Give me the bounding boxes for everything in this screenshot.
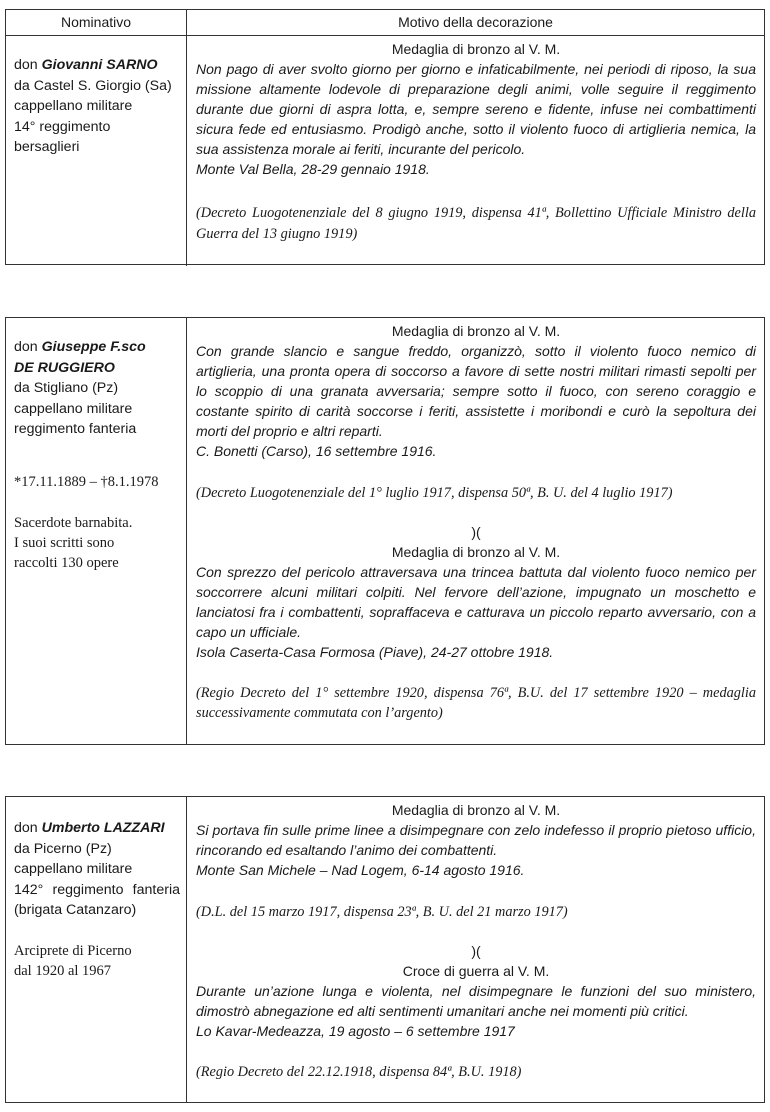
table-row (6, 318, 764, 744)
motivation-text: Durante un’azione lunga e violenta, nel disimpegnare le funzioni del suo ministero, dimostrò abnegazione ed alti sentimenti umanitari anche nei momenti più critici. (196, 982, 756, 1019)
person-name: don Giuseppe F.sco (14, 339, 146, 355)
motivation-text: Non pago di aver svolto giorno per giorno e infaticabilmente, nei periodi di riposo, la sua missione altamente lodevole di preparazione degli animi, volle seguire il reggimento durante due giorni di aspra lotta, e, sempre sereno e fidente, infuse nei combattimenti sicura fede ed entusiasmo. Prodigò anche, sotto il violento fuoco di artiglieria nemica, la sua assistenza morale ai feriti, incurante del pericolo. (196, 61, 756, 157)
unit-line-2: bersaglieri (14, 139, 80, 155)
unit-line: 142° reggimento fanteria (brigata Catanzaro) (14, 881, 180, 918)
origin-line: da Castel S. Giorgio (Sa) (14, 77, 172, 94)
note-line: Sacerdote barnabita. (14, 514, 133, 531)
header-motivo: Motivo della decorazione (398, 14, 553, 30)
note-line: Arciprete di Picerno (14, 942, 132, 959)
medal-title: Medaglia di bronzo al V. M. (391, 802, 561, 818)
role-line: cappellano militare (14, 98, 133, 114)
decree-reference: (Decreto Luogotenenziale del 1° luglio 1917, dispensa 50ª, B. U. del 4 luglio 1917) (196, 485, 673, 501)
motivation-cell (187, 797, 764, 1102)
role-line: cappellano militare (14, 400, 133, 417)
motivation-cell (187, 36, 764, 266)
motivation-text: Con grande slancio e sangue freddo, organizzò, sotto il violento fuoco nemico di artiglieria, una pronta opera di soccorso a favore di sette nostri militari rimasti sepolti per lo scoppio di una granata avversaria; sempre sotto il fuoco, con sereno coraggio e costante spirito di carità soccorse i feriti, assistette i moribondi e curò la sepoltura dei morti del proprio e altri reparti. (196, 343, 756, 439)
person-name: don Umberto LAZZARI (14, 820, 165, 836)
decoration-table-1 (5, 9, 765, 265)
person-name-bold: Giovanni SARNO (41, 57, 158, 73)
header-nominativo: Nominativo (6, 10, 187, 35)
place-date: Lo Kavar-Medeazza, 19 agosto – 6 settembre 1917 (196, 1022, 515, 1039)
person-surname: DE RUGGIERO (14, 359, 115, 376)
place-date: C. Bonetti (Carso), 16 settembre 1916. (196, 443, 437, 459)
origin-line: da Picerno (Pz) (14, 840, 112, 857)
unit-line: reggimento fanteria (14, 421, 137, 437)
role-line: cappellano militare (14, 861, 133, 877)
award-separator: )( (471, 523, 481, 540)
name-cell (6, 797, 187, 1102)
decoration-table-2 (5, 317, 765, 745)
table-row (6, 36, 764, 266)
origin-line: da Stigliano (Pz) (14, 380, 119, 396)
note-line: I suoi scritti sono (14, 534, 115, 551)
name-cell (6, 318, 187, 744)
name-cell (6, 36, 187, 266)
medal-title: Medaglia di bronzo al V. M. (391, 543, 561, 560)
award-separator: )( (471, 942, 481, 959)
motivation-text: Si portava fin sulle prime linee a disimpegnare con zelo indefesso il proprio pietoso ufficio, rincorando ed esaltando l’animo dei combattenti. (196, 822, 756, 858)
place-date: Isola Caserta-Casa Formosa (Piave), 24-27 ottobre 1918. (196, 643, 554, 660)
medal-title: Croce di guerra al V. M. (402, 962, 550, 979)
place-date: Monte Val Bella, 28-29 gennaio 1918. (196, 161, 430, 177)
decoration-table-3 (5, 796, 765, 1103)
note-line: raccolti 130 opere (14, 554, 119, 571)
medal-title: Medaglia di bronzo al V. M. (391, 41, 561, 57)
person-name-bold: Umberto LAZZARI (41, 820, 165, 836)
place-date: Monte San Michele – Nad Logem, 6-14 agosto 1916. (196, 862, 525, 878)
decree-reference: (Regio Decreto del 1° settembre 1920, dispensa 76ª, B.U. del 17 settembre 1920 – medaglia successivamente commutata con l’argento) (196, 684, 756, 721)
medal-title: Medaglia di bronzo al V. M. (391, 323, 561, 339)
decree-reference: (D.L. del 15 marzo 1917, dispensa 23ª, B. U. del 21 marzo 1917) (196, 904, 568, 920)
decree-reference: (Decreto Luogotenenziale del 8 giugno 1919, dispensa 41ª, Bollettino Ufficiale Ministro della Guerra del 13 giugno 1919) (196, 205, 756, 242)
table-header (6, 10, 764, 36)
decree-reference: (Regio Decreto del 22.12.1918, dispensa 84ª, B.U. 1918) (196, 1063, 522, 1080)
unit-line: 14° reggimento (14, 118, 111, 135)
life-dates: *17.11.1889 – †8.1.1978 (14, 473, 159, 490)
person-name: don Giovanni SARNO (14, 57, 158, 73)
person-name-bold: Giuseppe F.sco (41, 339, 146, 355)
motivation-cell (187, 318, 764, 744)
note-line: dal 1920 al 1967 (14, 962, 112, 979)
motivation-text: Con sprezzo del pericolo attraversava una trincea battuta dal violento fuoco nemico per soccorrere alcuni militari colpiti. Nel fervore dell’azione, impugnato un moschetto e lanciatosi fra i combattenti, sopraffaceva e catturava un piccolo reparto avversario, con a capo un ufficiale. (196, 563, 756, 640)
table-row (6, 797, 764, 1102)
